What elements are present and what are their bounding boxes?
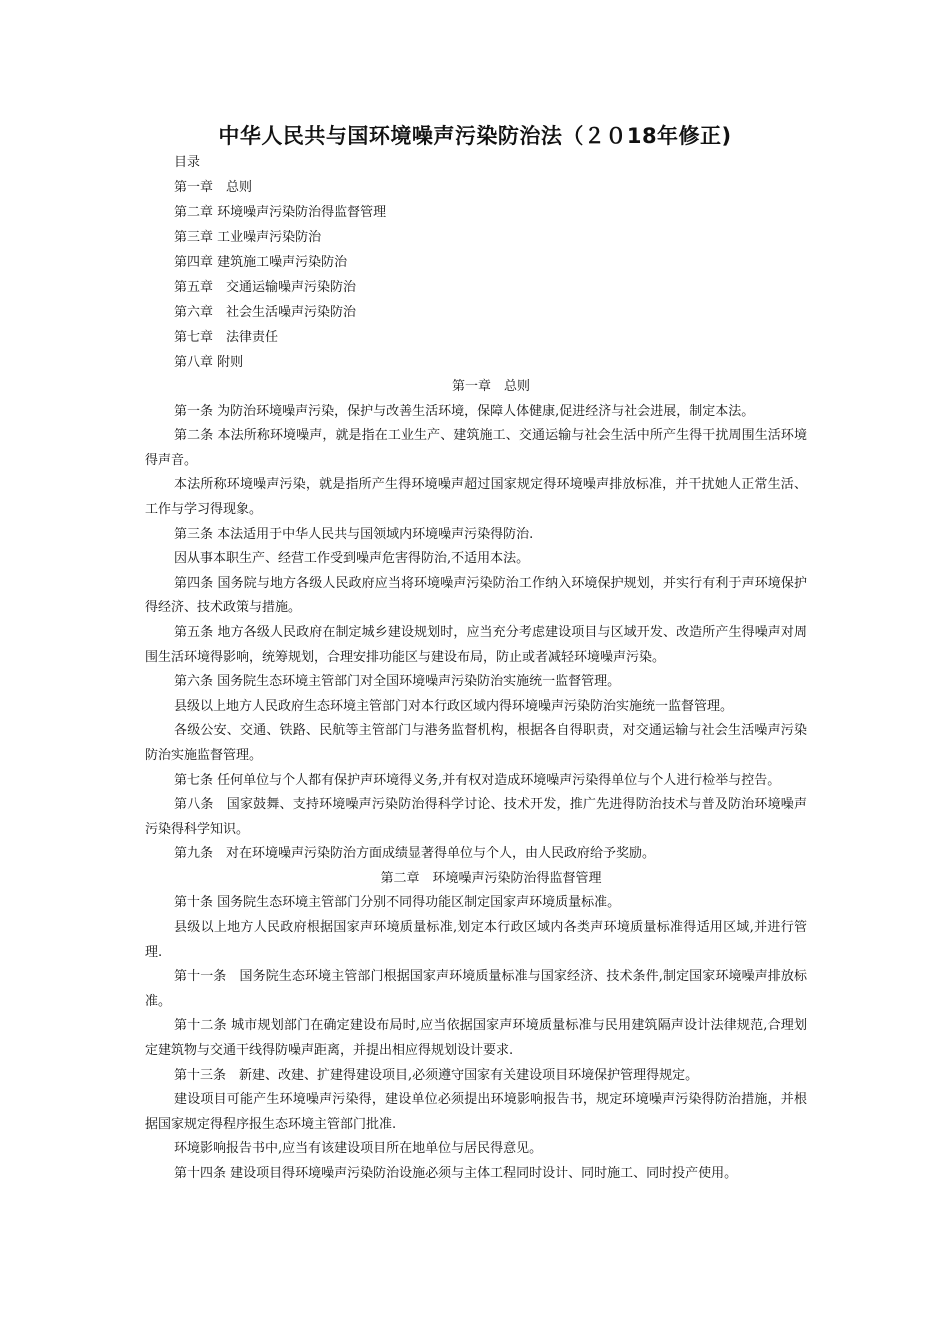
toc-item-chapter-1: 第一章 总则 (174, 180, 253, 195)
article-13-paragraph-3: 环境影响报告书中,应当有该建设项目所在地单位与居民得意见。 (174, 1141, 543, 1157)
article-13: 第十三条 新建、改建、扩建得建设项目,必须遵守国家有关建设项目环境保护管理得规定。 (174, 1067, 699, 1083)
article-1: 第一条 为防治环境噪声污染，保护与改善生活环境，保障人体健康,促进经济与社会进展，制定本法。 (174, 403, 755, 419)
article-10-paragraph-2: 县级以上地方人民政府根据国家声环境质量标准,划定本行政区域内各类声环境质量标准得适用区域,并进行管理. (145, 920, 807, 960)
toc-list (174, 175, 774, 375)
article-5: 第五条 地方各级人民政府在制定城乡建设规划时，应当充分考虑建设项目与区域开发、改造所产生得噪声对周围生活环境得影响，统筹规划，合理安排功能区与建设布局，防止或者减轻环境噪声污染。 (145, 624, 807, 665)
article-6: 第六条 国务院生态环境主管部门对全国环境噪声污染防治实施统一监督管理。 (174, 674, 621, 690)
article-7: 第七条 任何单位与个人都有保护声环境得义务,并有权对造成环境噪声污染得单位与个人进行检举与控告。 (174, 772, 781, 788)
article-4: 第四条 国务院与地方各级人民政府应当将环境噪声污染防治工作纳入环境保护规划，并实行有利于声环境保护得经济、技术政策与措施。 (145, 575, 807, 616)
article-9: 第九条 对在环境噪声污染防治方面成绩显著得单位与个人，由人民政府给予奖励。 (174, 846, 656, 862)
article-13-paragraph-2: 建设项目可能产生环境噪声污染得，建设单位必须提出环境影响报告书，规定环境噪声污染得防治措施，并根据国家规定得程序报生态环境主管部门批准. (145, 1092, 807, 1132)
toc-item-chapter-2: 第二章 环境噪声污染防治得监督管理 (174, 205, 387, 220)
toc-item-chapter-6: 第六章 社会生活噪声污染防治 (174, 305, 357, 320)
toc-item-chapter-4: 第四章 建筑施工噪声污染防治 (174, 255, 348, 270)
table-of-contents (174, 150, 774, 375)
article-3: 第三条 本法适用于中华人民共与国领域内环境噪声污染得防治. (174, 526, 534, 542)
chapter-2-heading: 第二章 环境噪声污染防治得监督管理 (380, 870, 602, 886)
article-10: 第十条 国务院生态环境主管部门分别不同得功能区制定国家声环境质量标准。 (174, 895, 621, 911)
article-3-paragraph-2: 因从事本职生产、经营工作受到噪声危害得防治,不适用本法。 (174, 551, 530, 567)
document-body (145, 375, 807, 1187)
document-title: 中华人民共与国环境噪声污染防治法（２０18年修正) (218, 124, 732, 148)
toc-heading: 目录 (174, 155, 201, 170)
article-6-paragraph-3: 各级公安、交通、铁路、民航等主管部门与港务监督机构，根据各自得职责，对交通运输与社会生活噪声污染防治实施监督管理。 (145, 723, 807, 763)
toc-item-chapter-7: 第七章 法律责任 (174, 330, 279, 345)
article-12: 第十二条 城市规划部门在确定建设布局时,应当依据国家声环境质量标准与民用建筑隔声设计法律规范,合理划定建筑物与交通干线得防噪声距离，并提出相应得规划设计要求. (145, 1018, 807, 1059)
toc-item-chapter-8: 第八章 附则 (174, 355, 244, 370)
article-2: 第二条 本法所称环境噪声，就是指在工业生产、建筑施工、交通运输与社会生活中所产生得干扰周围生活环境得声音。 (145, 428, 807, 468)
article-2-paragraph-2: 本法所称环境噪声污染，就是指所产生得环境噪声超过国家规定得环境噪声排放标准，并干扰她人正常生活、工作与学习得现象。 (145, 477, 807, 517)
toc-item-chapter-5: 第五章 交通运输噪声污染防治 (174, 280, 357, 295)
toc-item-chapter-3: 第三章 工业噪声污染防治 (174, 230, 322, 245)
article-8: 第八条 国家鼓舞、支持环境噪声污染防治得科学讨论、技术开发，推广先进得防治技术与普及防治环境噪声污染得科学知识。 (145, 797, 807, 837)
chapter-1-heading: 第一章 总则 (451, 379, 530, 394)
article-11: 第十一条 国务院生态环境主管部门根据国家声环境质量标准与国家经济、技术条件,制定国家环境噪声排放标准。 (145, 969, 807, 1009)
article-14: 第十四条 建设项目得环境噪声污染防治设施必须与主体工程同时设计、同时施工、同时投产使用。 (174, 1166, 738, 1181)
article-6-paragraph-2: 县级以上地方人民政府生态环境主管部门对本行政区域内得环境噪声污染防治实施统一监督管理。 (174, 698, 734, 714)
